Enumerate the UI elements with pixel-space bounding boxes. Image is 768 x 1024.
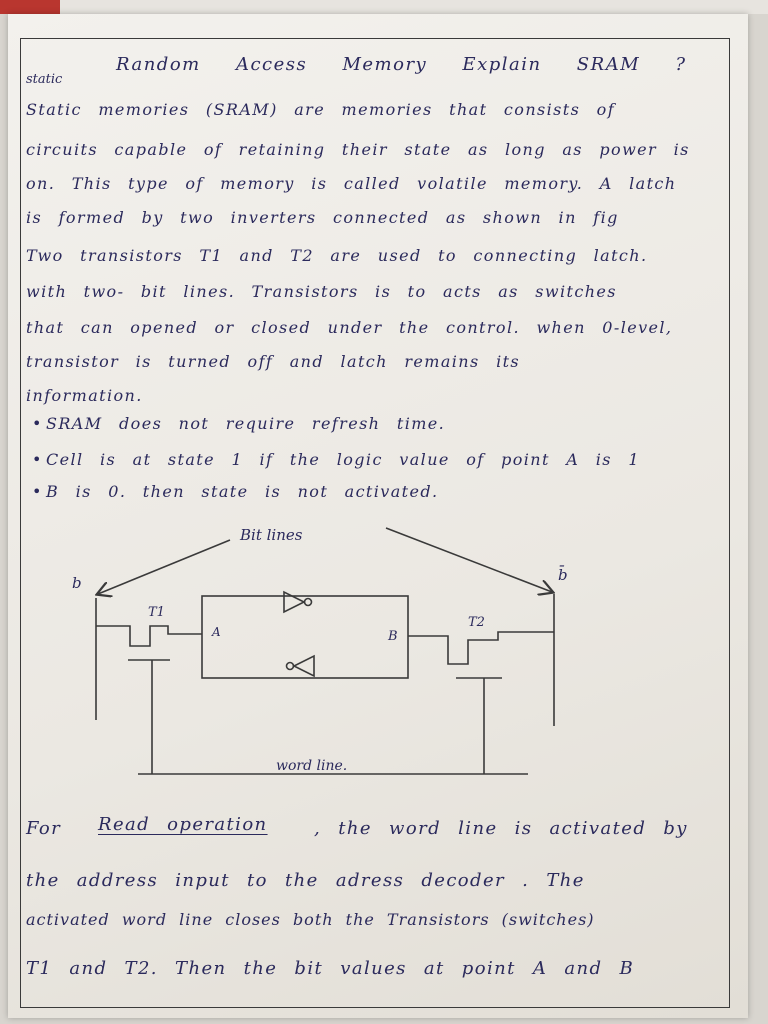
sram-cell-diagram [8,14,748,1018]
bit-lines-label: Bit lines [240,526,303,544]
transistor-t1 [96,626,202,646]
notebook-page [8,14,748,1018]
b-label: b [72,574,82,592]
latch-box [202,596,408,678]
paragraph-line-1: Static memories (SRAM) are memories that consists of [26,100,616,119]
bullet-dot: • [32,450,42,469]
inverter-top [284,592,304,612]
paragraph-line-7: that can opened or closed under the control. when 0-level, [26,318,673,337]
read-line-4: T1 and T2. Then the bit values at point A and B [26,958,635,979]
word-line-label: word line. [276,758,348,774]
paragraph-line-8: transistor is turned off and latch remains its [26,352,521,371]
bit-line-arrow-right [386,528,552,592]
read-line-1: , the word line is activated by [314,818,688,839]
bullet-dot: • [32,482,42,501]
bullet-item-3: B is 0. then state is not activated. [46,482,439,501]
paragraph-line-2: circuits capable of retaining their state as long as power is [26,140,690,159]
bit-line-arrow-left [98,540,230,594]
b-bar-label: b̄ [558,566,568,584]
read-operation-heading: Read operation [98,814,268,835]
t2-label: T2 [468,615,485,630]
bullet-item-1: SRAM does not require refresh time. [46,414,446,433]
bullet-dot: • [32,414,42,433]
paragraph-line-5: Two transistors T1 and T2 are used to connecting latch. [26,246,648,265]
node-a-label: A [212,625,221,639]
paragraph-line-4: is formed by two inverters connected as shown in fig [26,208,619,227]
page-top-edge [0,0,768,14]
read-line-3: activated word line closes both the Transistors (switches) [26,910,595,929]
static-tag: static [26,72,63,87]
paragraph-line-3: on. This type of memory is called volatile memory. A latch [26,174,677,193]
bullet-item-2: Cell is at state 1 if the logic value of point A is 1 [46,450,640,469]
paragraph-line-9: information. [26,386,143,405]
t1-label: T1 [148,605,165,620]
paragraph-line-6: with two- bit lines. Transistors is to acts as switches [26,282,617,301]
node-b-label: B [388,629,398,644]
inverter-bottom [294,656,314,676]
read-prefix: For [26,818,62,839]
transistor-t2 [408,632,554,664]
read-line-2: the address input to the adress decoder . The [26,870,585,891]
page-title: Random Access Memory Explain SRAM ? [116,54,687,75]
